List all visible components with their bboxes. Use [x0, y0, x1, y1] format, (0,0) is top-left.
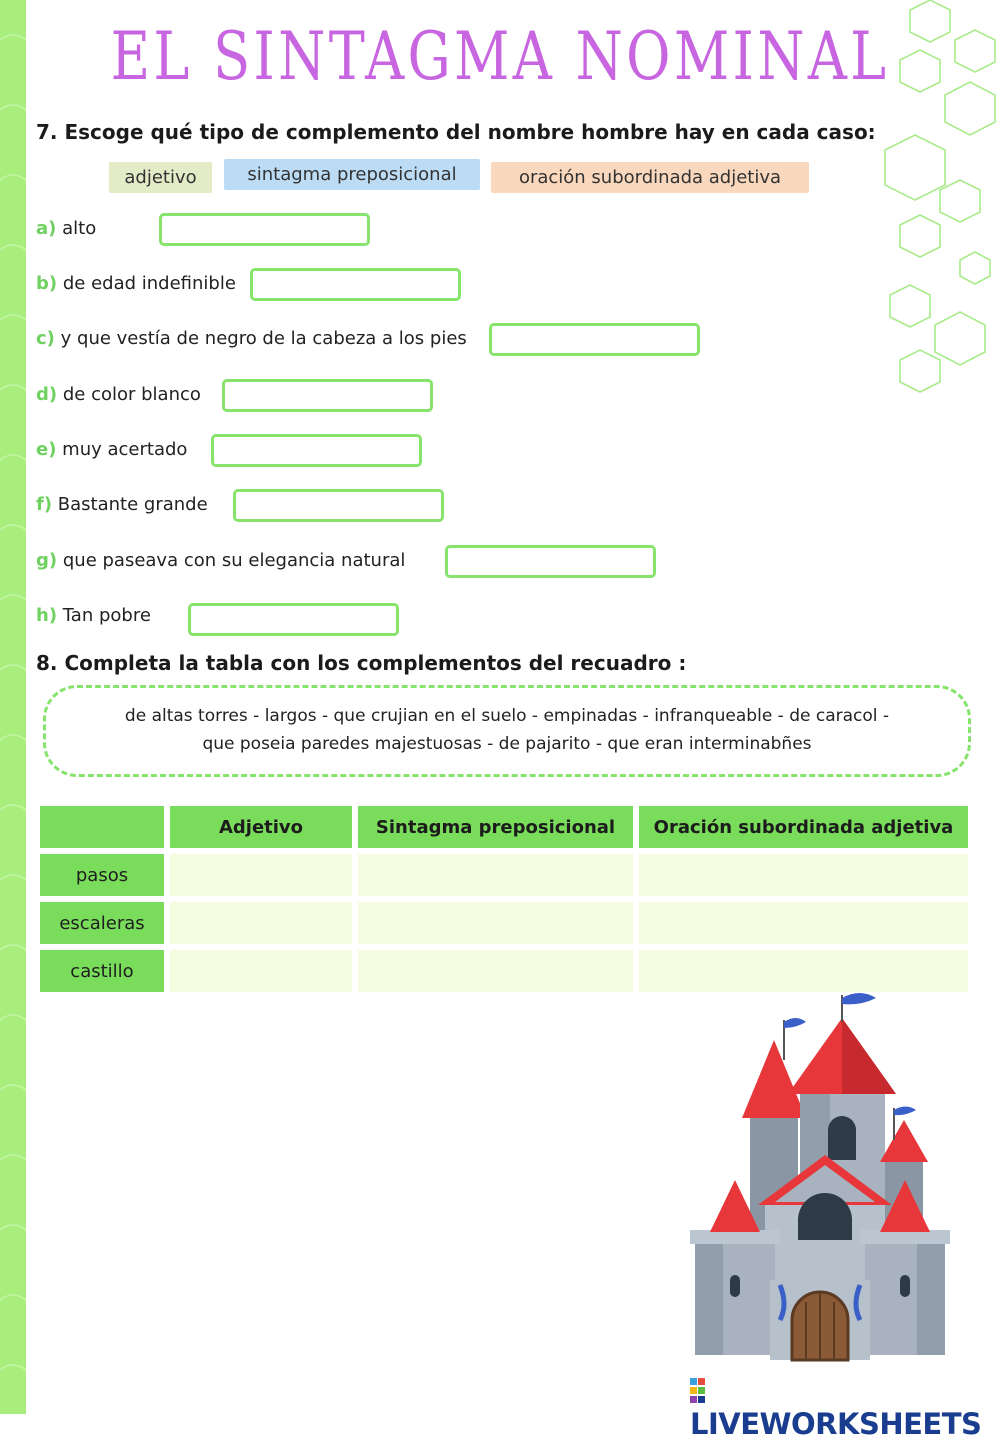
- chip-sintagma-preposicional: sintagma preposicional: [224, 159, 480, 190]
- table-header-sintagma-preposicional: Sintagma preposicional: [358, 806, 633, 848]
- item-text: y que vestía de negro de la cabeza a los pies: [60, 328, 467, 349]
- item-letter: g): [36, 550, 58, 571]
- item-c: [36, 327, 467, 351]
- row-label-castillo: castillo: [40, 950, 164, 992]
- table-cell-input[interactable]: [358, 854, 633, 896]
- item-text: muy acertado: [62, 439, 188, 460]
- page-title: EL SINTAGMA NOMINAL: [110, 18, 890, 95]
- item-letter: f): [36, 494, 53, 515]
- item-g: [36, 549, 405, 573]
- table-cell-input[interactable]: [639, 854, 968, 896]
- answer-input-a[interactable]: [159, 213, 370, 246]
- table-header-oracion-subordinada: Oración subordinada adjetiva: [639, 806, 968, 848]
- item-b: [36, 272, 236, 296]
- answer-input-f[interactable]: [233, 489, 444, 522]
- table-cell-input[interactable]: [170, 902, 352, 944]
- item-letter: e): [36, 439, 57, 460]
- chip-adjetivo: adjetivo: [109, 162, 212, 193]
- item-letter: b): [36, 273, 58, 294]
- table-row: [40, 854, 968, 896]
- table-header-corner: [40, 806, 164, 848]
- item-d: [36, 383, 201, 407]
- brand-text: LIVEWORKSHEETS: [690, 1407, 982, 1441]
- exercise-8-heading: 8. Completa la tabla con los complementos del recuadro :: [36, 651, 687, 675]
- table-header-row: [40, 806, 968, 848]
- table-cell-input[interactable]: [358, 902, 633, 944]
- answer-input-h[interactable]: [188, 603, 399, 636]
- left-decorative-strip: [0, 0, 26, 1414]
- table-cell-input[interactable]: [639, 902, 968, 944]
- item-e: [36, 438, 187, 462]
- item-letter: h): [36, 605, 58, 626]
- castle-illustration: [680, 990, 960, 1365]
- table-header-adjetivo: Adjetivo: [170, 806, 352, 848]
- table-cell-input[interactable]: [358, 950, 633, 992]
- row-label-pasos: pasos: [40, 854, 164, 896]
- answer-input-e[interactable]: [211, 434, 422, 467]
- answer-input-c[interactable]: [489, 323, 700, 356]
- item-h: [36, 604, 151, 628]
- answer-input-g[interactable]: [445, 545, 656, 578]
- item-letter: d): [36, 384, 58, 405]
- item-a: [36, 217, 96, 241]
- item-text: alto: [62, 218, 97, 239]
- item-text: de edad indefinible: [62, 273, 236, 294]
- item-letter: a): [36, 218, 57, 239]
- item-text: Tan pobre: [62, 605, 151, 626]
- exercise-7-heading: 7. Escoge qué tipo de complemento del nombre hombre hay en cada caso:: [36, 120, 876, 144]
- item-text: de color blanco: [62, 384, 201, 405]
- table-cell-input[interactable]: [170, 854, 352, 896]
- answer-input-b[interactable]: [250, 268, 461, 301]
- row-label-escaleras: escaleras: [40, 902, 164, 944]
- item-text: que paseava con su elegancia natural: [62, 550, 406, 571]
- liveworksheets-logo: [690, 1373, 1000, 1441]
- table-row: [40, 902, 968, 944]
- table-cell-input[interactable]: [639, 950, 968, 992]
- item-letter: c): [36, 328, 55, 349]
- table-row: [40, 950, 968, 992]
- classification-table: [34, 800, 974, 998]
- word-bank-box: [43, 685, 971, 777]
- item-text: Bastante grande: [57, 494, 208, 515]
- word-bank-line-1: de altas torres - largos - que crujian en el suelo - empinadas - infranqueable - de caracol -: [124, 706, 890, 726]
- item-f: [36, 493, 208, 517]
- liveworksheets-icon: [690, 1378, 714, 1404]
- answer-input-d[interactable]: [222, 379, 433, 412]
- chip-oracion-subordinada-adjetiva: oración subordinada adjetiva: [491, 162, 809, 193]
- table-cell-input[interactable]: [170, 950, 352, 992]
- word-bank-line-2: que poseia paredes majestuosas - de pajarito - que eran interminabñes: [202, 734, 812, 754]
